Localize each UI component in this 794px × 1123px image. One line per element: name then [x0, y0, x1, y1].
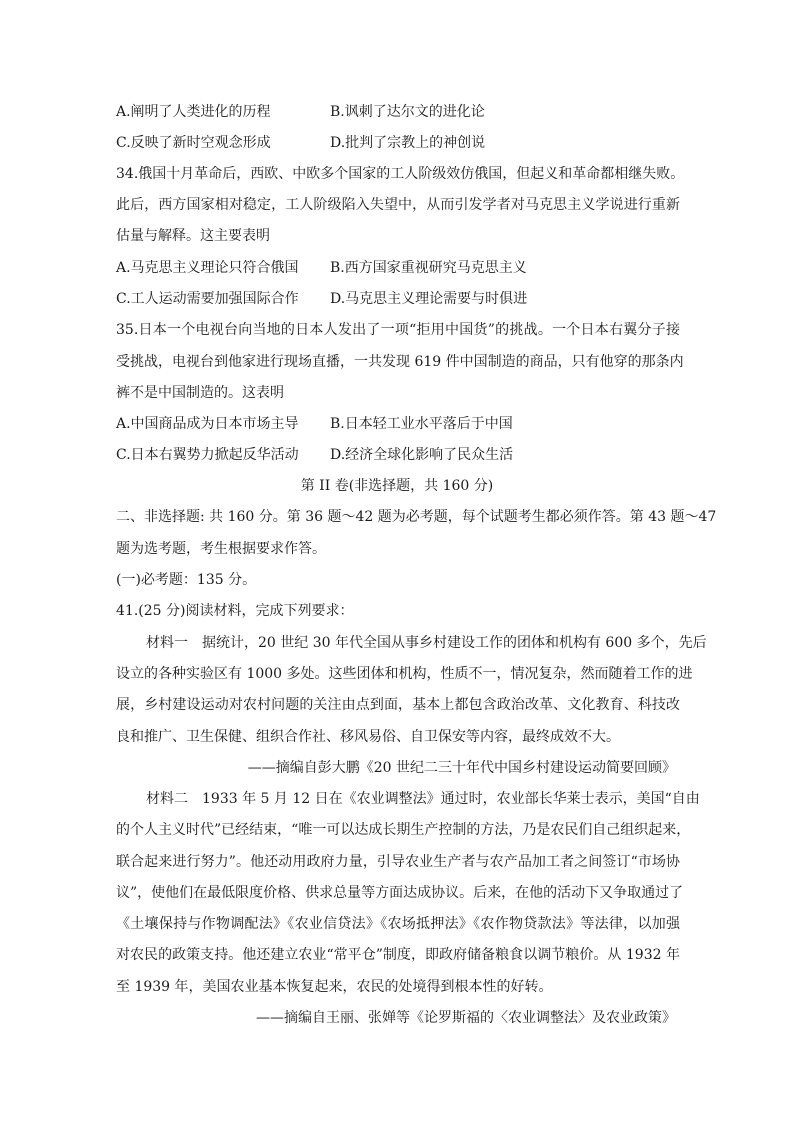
q34-option-d: D.马克思主义理论需要与时俱进 — [330, 291, 528, 307]
q35-stem-line-2: 受挑战，电视台到他家进行现场直播，一共发现 619 件中国制造的商品，只有他穿的那条内 — [116, 354, 684, 370]
material2-line-4: 议”，使他们在最低限度价格、供求总量等方面达成协议。后来，在他的活动下又争取通过了 — [116, 885, 684, 901]
q34-stem-line-3: 估量与解释。这主要表明 — [116, 228, 270, 244]
q35-option-b: B.日本轻工业水平落后于中国 — [330, 416, 513, 432]
q34-option-a: A.马克思主义理论只符合俄国 — [116, 260, 299, 276]
material2-line-3: 联合起来进行努力”。他还动用政府力量，引导农业生产者与农产品加工者之间签订“市场协 — [116, 854, 680, 870]
part2-title: 第 II 卷(非选择题，共 160 分) — [300, 478, 494, 494]
q34-option-b: B.西方国家重视研究马克思主义 — [330, 260, 527, 276]
material1-line-4: 良和推广、卫生保健、组织合作社、移风易俗、自卫保安等内容，最终成效不大。 — [116, 729, 620, 745]
q35-option-d: D.经济全球化影响了民众生活 — [330, 447, 514, 463]
q34-stem-line-1: 34.俄国十月革命后，西欧、中欧多个国家的工人阶级效仿俄国，但起义和革命都相继失败。 — [116, 166, 685, 182]
material2-line-2: 的个人主义时代”已经结束，“唯一可以达成长期生产控制的方法，乃是农民们自己组织起来， — [116, 822, 691, 838]
q35-option-c: C.日本右翼势力掀起反华活动 — [116, 447, 299, 463]
q41-heading: 41.(25 分)阅读材料，完成下列要求： — [116, 603, 354, 619]
q34-option-c: C.工人运动需要加强国际合作 — [116, 291, 299, 307]
part2-instruction-line-1: 二、非选择题: 共 160 分。第 36 题～42 题为必考题，每个试题考生都必须作答。第 43 题～47 — [116, 509, 717, 525]
material1-line-3: 展，乡村建设运动对农村问题的关注由点到面，基本上都包含政治改革、文化教育、科技改 — [116, 697, 680, 713]
q33-option-b: B.讽刺了达尔文的进化论 — [330, 104, 485, 120]
q35-stem-line-1: 35.日本一个电视台向当地的日本人发出了一项“拒用中国货”的挑战。一个日本右翼分子接 — [116, 322, 680, 338]
material2-source: ——摘编自王丽、张婵等《论罗斯福的〈农业调整法〉及农业政策》 — [256, 1010, 676, 1026]
material2-line-6: 对农民的政策支持。他还建立农业“常平仓”制度，即政府储备粮食以调节粮价。从 1932 年 — [116, 947, 680, 963]
material2-line-7: 至 1939 年，美国农业基本恢复起来，农民的处境得到根本性的好转。 — [116, 979, 553, 995]
q33-option-a: A.阐明了人类进化的历程 — [116, 104, 271, 120]
required-section-label: (一)必考题：135 分。 — [116, 572, 257, 588]
material1-line-2: 设立的各种实验区有 1000 多处。这些团体和机构，性质不一，情况复杂，然而随着工作的进 — [116, 666, 693, 682]
q34-stem-line-2: 此后，西方国家相对稳定，工人阶级陷入失望中，从而引发学者对马克思主义学说进行重新 — [116, 197, 680, 213]
material2-line-5: 《土壤保持与作物调配法》《农业信贷法》《农场抵押法》《农作物贷款法》等法律，以加强 — [116, 916, 680, 932]
material1-source: ——摘编自彭大鹏《20 世纪二三十年代中国乡村建设运动简要回顾》 — [247, 760, 676, 776]
q35-option-a: A.中国商品成为日本市场主导 — [116, 416, 299, 432]
material1-line-1: 材料一 据统计，20 世纪 30 年代全国从事乡村建设工作的团体和机构有 600 多个，先后 — [146, 635, 707, 651]
q35-stem-line-3: 裤不是中国制造的。这表明 — [116, 385, 284, 401]
q33-option-c: C.反映了新时空观念形成 — [116, 135, 271, 151]
material2-line-1: 材料二 1933 年 5 月 12 日在《农业调整法》通过时，农业部长华莱士表示，美国“自由 — [146, 791, 700, 807]
part2-instruction-line-2: 题为选考题，考生根据要求作答。 — [116, 541, 326, 557]
q33-option-d: D.批判了宗教上的神创说 — [330, 135, 486, 151]
